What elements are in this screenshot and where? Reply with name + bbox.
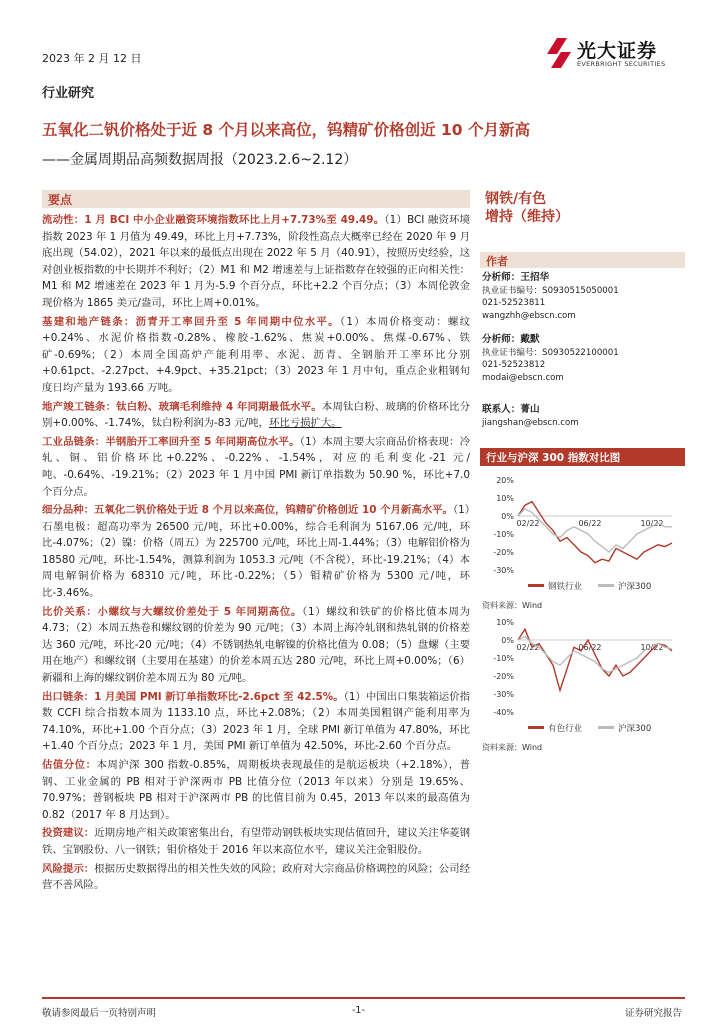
contact-name: 联系人：菁山 bbox=[482, 404, 540, 415]
steel-vs-hs300-chart bbox=[482, 472, 682, 597]
analyst-name: 分析师：戴默 bbox=[482, 334, 540, 345]
y-tick-label: -40% bbox=[493, 708, 514, 717]
x-tick-label: 06/22 bbox=[578, 519, 602, 528]
x-tick-label: 02/22 bbox=[516, 519, 540, 528]
rating-value: 增持（维持） bbox=[485, 209, 569, 225]
main-content bbox=[42, 212, 470, 896]
report-category: 行业研究 bbox=[42, 86, 95, 101]
legend-swatch bbox=[598, 584, 614, 587]
page-number: -1- bbox=[352, 1005, 365, 1016]
chart-heading-bar bbox=[480, 448, 685, 466]
paragraph-label: 估值分位： bbox=[42, 759, 97, 771]
paragraph-body: 本周沪深 300 指数-0.85%，周期板块表现最佳的是航运板块（+2.18%），普钢、工业金属的 PB 相对于沪深两市 PB 比值分位（2013 年以来）分别是 19.65%、70.97%；普钢板块 PB 相对于沪深两市 PB 的比值目前为 0.45，2013 年以来的最高值为 0.82（2017 年 8 月达到）。 bbox=[42, 759, 470, 821]
contact-email[interactable]: jiangshan@ebscn.com bbox=[482, 417, 579, 428]
legend-swatch bbox=[528, 584, 544, 587]
paragraph-body: （1）BCI 融资环境指数 2023 年 1 月值为 49.49，环比上月+7.73%，阶段性高点大概率已经在 2020 年 9 月底出现（54.02），2021 年以来的最低点出现在 2022 年 5 月（40.91），按照历史经验，这对创业板指数的中长期并不利好；（2）M1 和 M2 增速差与上证指数存在较强的正向相关性：M1 和 M2 增速差在 2023 年 1 月为-5.9 个百分点，环比+2.2 个百分点；（3）本周伦敦金现价格为 1865 美元/盎司，环比上周+0.01%。 bbox=[42, 214, 471, 309]
paragraph-label: 流动性： bbox=[42, 214, 85, 226]
y-tick-label: 20% bbox=[496, 476, 514, 485]
nonferrous-vs-hs300-chart bbox=[482, 614, 682, 739]
paragraph-body: （1）本周价格变动：螺纹 +0.24%、水泥价格指数-0.28%、橡胶-1.62%、焦炭+0.00%、焦煤-0.67%、铁矿-0.69%；（2）本周全国高炉产能利用率、水泥、沥青、全钢胎开工率环比分别+0.61pct、-2.27pct、+4.9pct、+35.21pct；（3）2023 年 1 月中旬，重点企业粗钢旬度日均产量为 193.66 万吨。 bbox=[42, 315, 470, 394]
paragraph-body: （1）石墨电极：超高功率为 26500 元/吨，环比+0.00%，综合毛利润为 5167.06 元/吨，环比-4.07%；（2）镍：价格（周五）为 225700 元/吨，环比上周-1.44%；（3）电解铝价格为 18580 元/吨，环比-1.54%，测算利润为 1053.3 元/吨（不含税），环比-19.21%；（4）本周电解铜价格为 68310 元/吨，环比-0.22%；（5）钼精矿价格为 5300 元/吨，环比-3.46%。 bbox=[42, 504, 470, 600]
paragraph-label: 基建和地产链条： bbox=[42, 315, 136, 328]
analyst-cert: 执业证书编号：S0930522100001 bbox=[482, 347, 619, 358]
paragraph-label: 出口链条： bbox=[42, 690, 95, 703]
footer-divider bbox=[42, 997, 685, 999]
summary-paragraph bbox=[42, 757, 470, 823]
paragraph-body: 本周钛白粉、玻璃的价格环比分别+0.00%、-1.74%，钛白粉利润为-83 元/吨， bbox=[42, 400, 471, 430]
y-tick-label: 0% bbox=[501, 512, 514, 521]
summary-paragraph bbox=[42, 825, 470, 858]
summary-paragraph bbox=[42, 861, 470, 894]
summary-paragraph bbox=[42, 212, 470, 312]
paragraph-highlight: 1 月 BCI 中小企业融资环境指数环比上月+7.73%至 49.49。 bbox=[84, 214, 385, 226]
paragraph-label: 地产竣工链条： bbox=[42, 400, 117, 413]
summary-paragraph bbox=[42, 314, 470, 397]
analyst-email[interactable]: modai@ebscn.com bbox=[482, 372, 564, 383]
y-tick-label: -10% bbox=[493, 654, 514, 663]
paragraph-highlight: 沥青开工率回升至 5 年同期中位水平。 bbox=[135, 315, 340, 328]
contact-block bbox=[482, 404, 682, 429]
y-tick-label: -20% bbox=[493, 672, 514, 681]
analyst-name: 分析师：王招华 bbox=[482, 272, 550, 283]
industry-rating bbox=[485, 190, 645, 226]
brand-logo bbox=[545, 34, 685, 74]
paragraph-label: 细分品种： bbox=[42, 504, 95, 517]
analyst-block bbox=[482, 334, 682, 384]
y-tick-label: -10% bbox=[493, 530, 514, 539]
y-tick-label: -30% bbox=[493, 690, 514, 699]
chart-heading: 行业与沪深 300 指数对比图 bbox=[486, 452, 621, 464]
x-tick-label: 10/22 bbox=[640, 519, 664, 528]
summary-paragraph bbox=[42, 502, 470, 602]
summary-heading: 要点 bbox=[48, 193, 73, 207]
paragraph-body: 近期房地产相关政策密集出台，有望带动钢铁板块实现估值回升，建议关注华菱钢铁、宝钢股份、八一钢铁；钼价格处于 2016 年以来高位水平，建议关注金钼股份。 bbox=[42, 827, 470, 856]
analyst-phone: 021-52523812 bbox=[482, 360, 546, 370]
paragraph-body: （1）中国出口集装箱运价指数 CCFI 综合指数本周为 1133.10 点，环比+2.08%；（2）本周美国粗钢产能利用率为 74.10%，环比+1.00 个百分点；（3）2023 年 1 月，全球 PMI 新订单值为 47.80%，环比+1.40 个百分点；2023 年 1 月，美国 PMI 新订单值为 42.50%，环比-2.60 个百分点。 bbox=[42, 690, 471, 753]
paragraph-highlight: 钛白粉、玻璃毛利维持 4 年同期最低水平。 bbox=[116, 400, 322, 413]
author-heading: 作者 bbox=[486, 255, 508, 268]
legend-label: 钢铁行业 bbox=[548, 582, 583, 592]
chart-source: 资料来源：Wind bbox=[482, 743, 543, 752]
paragraph-highlight: 小螺纹与大螺纹价差处于 5 年同期高位。 bbox=[97, 605, 303, 618]
summary-paragraph bbox=[42, 434, 470, 500]
brand-name-en: EVERBRIGHT SECURITIES bbox=[577, 60, 666, 68]
paragraph-body: 根据历史数据得出的相关性失效的风险；政府对大宗商品价格调控的风险；公司经营不善风险。 bbox=[42, 862, 470, 892]
paragraph-label: 风险提示： bbox=[42, 862, 95, 875]
footer-disclaimer: 敬请参阅最后一页特别声明 bbox=[42, 1008, 157, 1019]
y-tick-label: 10% bbox=[496, 494, 514, 503]
analyst-block bbox=[482, 272, 682, 322]
report-date: 2023 年 2 月 12 日 bbox=[42, 52, 142, 65]
paragraph-body: （1）螺纹和铁矿的价格比值本周为 4.73；（2）本周五热卷和螺纹钢的价差为 90 元/吨；（3）本周上海冷轧钢和热轧钢的价格差达 360 元/吨，环比-20 元/吨；（4）不锈钢热轧电解镍的价格比值为 0.08；（5）盘螺（主要用在地产）和螺纹钢（主要用在基建）的价差本周五达 280 元/吨，环比上周+0.00%；（6）新疆和上海的螺纹钢价差本周五为 80 元/吨。 bbox=[42, 605, 470, 685]
brand-name: 光大证券 bbox=[577, 40, 658, 62]
legend-label: 沪深300 bbox=[618, 724, 652, 734]
analyst-phone: 021-52523811 bbox=[482, 298, 546, 308]
footer-doc-type: 证券研究报告 bbox=[625, 1008, 683, 1019]
paragraph-label: 工业品链条： bbox=[42, 435, 106, 448]
report-subtitle: ——金属周期品高频数据周报（2023.2.6~2.12） bbox=[42, 152, 358, 168]
summary-paragraph bbox=[42, 399, 470, 432]
report-title: 五氧化二钒价格处于近 8 个月以来高位，钨精矿价格创近 10 个月新高 bbox=[42, 121, 530, 139]
series-line-0 bbox=[518, 629, 672, 690]
rating-sector: 钢铁/有色 bbox=[485, 191, 547, 207]
legend-label: 沪深300 bbox=[618, 582, 652, 592]
y-tick-label: -30% bbox=[493, 566, 514, 575]
legend-swatch bbox=[528, 726, 544, 729]
paragraph-tail: 环比亏损扩大。 bbox=[268, 417, 342, 430]
paragraph-highlight: 半钢胎开工率回升至 5 年同期高位水平。 bbox=[105, 435, 300, 448]
analyst-email[interactable]: wangzhh@ebscn.com bbox=[482, 310, 576, 321]
author-heading-bar bbox=[480, 252, 685, 268]
summary-heading-bar bbox=[42, 190, 470, 208]
paragraph-body: （1）本周主要大宗商品价格表现：冷轧、铜、铝价格环比+0.22%、-0.22%、-1.54%，对应的毛利变化-21 元/吨、-0.64%、-19.21%；（2）2023 年 1 月中国 PMI 新订单指数为 50.90 %，环比+7.0 个百分点。 bbox=[42, 435, 470, 498]
paragraph-label: 比价关系： bbox=[42, 605, 98, 618]
x-tick-label: 06/22 bbox=[578, 643, 602, 652]
y-tick-label: 10% bbox=[496, 618, 514, 627]
y-tick-label: -20% bbox=[493, 548, 514, 557]
paragraph-highlight: 五氧化二钒价格处于近 8 个月以来高位，钨精矿价格创近 10 个月新高水平。 bbox=[94, 504, 453, 517]
legend-label: 有色行业 bbox=[548, 724, 583, 734]
chart-source: 资料来源：Wind bbox=[482, 601, 543, 610]
summary-paragraph bbox=[42, 604, 470, 687]
legend-swatch bbox=[598, 726, 614, 729]
paragraph-label: 投资建议： bbox=[42, 827, 95, 840]
x-tick-label: 10/22 bbox=[640, 643, 664, 652]
x-tick-label: 02/22 bbox=[516, 643, 540, 652]
paragraph-highlight: 1 月美国 PMI 新订单指数环比-2.6pct 至 42.5%。 bbox=[94, 690, 344, 703]
series-line-0 bbox=[518, 502, 672, 563]
analyst-cert: 执业证书编号：S0930515050001 bbox=[482, 285, 619, 296]
summary-paragraph bbox=[42, 689, 470, 755]
brand-logo-mark-icon bbox=[545, 34, 573, 70]
y-tick-label: 0% bbox=[501, 636, 514, 645]
